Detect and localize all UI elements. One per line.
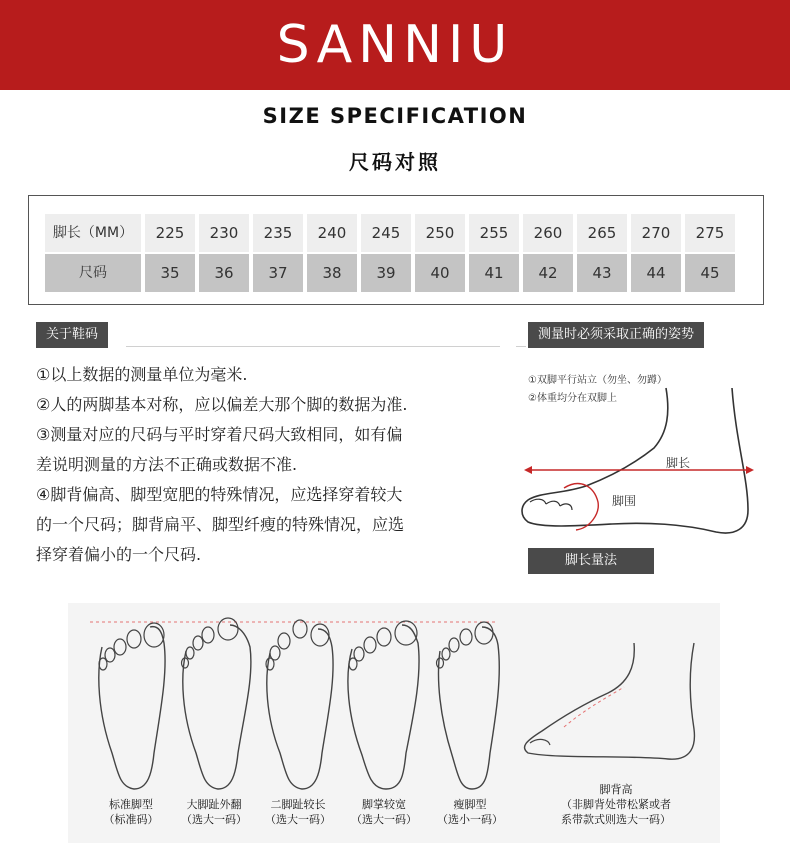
foot-type-advice: （选大一码） [265, 813, 331, 826]
foot-type-wide [344, 797, 424, 827]
length-cell: 250 [415, 214, 465, 252]
note-line: ④脚背偏高、脚型宽肥的特殊情况，应选择穿着较大 [36, 485, 403, 504]
toe-lines [530, 499, 572, 510]
size-notes [36, 360, 466, 570]
foot-type-name: 标准脚型 [109, 798, 153, 811]
foot-standard [99, 623, 165, 789]
foot-type-name: 二脚趾较长 [270, 798, 326, 811]
size-cell: 38 [307, 254, 357, 292]
note-line: ②人的两脚基本对称，应以偏差大那个脚的数据为准. [36, 395, 408, 414]
size-table [28, 195, 764, 305]
foot-slim [437, 622, 500, 789]
posture-note: ①双脚平行站立（勿坐、勿蹲） [528, 375, 667, 386]
title-english: SIZE SPECIFICATION [262, 104, 528, 128]
foot-length-row [45, 214, 747, 252]
foot-type-bunion [174, 797, 254, 827]
foot-type-advice: （选大一码） [181, 813, 247, 826]
foot-high-instep [524, 643, 694, 759]
foot-type-name: 脚掌较宽 [362, 798, 406, 811]
note-line: 差说明测量的方法不正确或数据不准. [36, 455, 298, 474]
size-cell: 41 [469, 254, 519, 292]
size-cell: 39 [361, 254, 411, 292]
arrow-right-icon [746, 466, 754, 474]
length-method-tag: 脚长量法 [528, 548, 654, 574]
foot-type-name: 大脚趾外翻 [186, 798, 242, 811]
length-cell: 245 [361, 214, 411, 252]
foot-bunion [182, 618, 251, 789]
foot-type-long-second-toe [258, 797, 338, 827]
posture-tag: 测量时必须采取正确的姿势 [528, 322, 704, 348]
size-cell: 36 [199, 254, 249, 292]
foot-type-advice: 系带款式则选大一码） [561, 813, 671, 826]
foot-type-name: 脚背高 [599, 783, 633, 796]
foot-type-advice: （标准码） [103, 813, 159, 826]
length-cell: 260 [523, 214, 573, 252]
foot-length-label: 脚长 [666, 456, 691, 470]
foot-type-advice: （选小一码） [437, 813, 503, 826]
posture-note: ②体重均分在双脚上 [528, 393, 617, 404]
foot-type-advice: （选大一码） [351, 813, 417, 826]
brand-name: SANNIU [276, 15, 514, 75]
arrow-left-icon [524, 466, 532, 474]
size-cell: 43 [577, 254, 627, 292]
size-cell: 37 [253, 254, 303, 292]
foot-type-name: 瘦脚型 [453, 798, 487, 811]
length-cell: 240 [307, 214, 357, 252]
foot-type-advice: （非脚背处带松紧或者 [561, 798, 671, 811]
note-line: 的一个尺码；脚背扁平、脚型纤瘦的特殊情况，应选 [36, 515, 405, 534]
shoe-size-row [45, 254, 747, 292]
note-line: 择穿着偏小的一个尺码. [36, 545, 202, 564]
size-cell: 40 [415, 254, 465, 292]
about-divider [126, 346, 500, 347]
measure-divider [516, 346, 526, 347]
length-cell: 235 [253, 214, 303, 252]
length-cell: 275 [685, 214, 735, 252]
size-cell: 42 [523, 254, 573, 292]
foot-long-second-toe [266, 620, 333, 789]
note-line: ③测量对应的尺码与平时穿着尺码大致相同，如有偏 [36, 425, 403, 444]
foot-wide [348, 621, 419, 789]
length-cell: 265 [577, 214, 627, 252]
foot-measure-illustration [516, 382, 780, 552]
size-cell: 44 [631, 254, 681, 292]
foot-type-high-instep [536, 782, 696, 827]
row-label-length: 脚长（MM） [45, 214, 141, 252]
note-line: ①以上数据的测量单位为毫米. [36, 365, 248, 384]
foot-outline [522, 388, 748, 533]
about-sizes-tag: 关于鞋码 [36, 322, 108, 348]
title-chinese: 尺码对照 [349, 150, 441, 174]
foot-girth-label: 脚围 [612, 494, 637, 508]
size-cell: 45 [685, 254, 735, 292]
length-cell: 230 [199, 214, 249, 252]
length-cell: 270 [631, 214, 681, 252]
foot-type-standard [98, 797, 164, 827]
foot-type-slim [430, 797, 510, 827]
row-label-size: 尺码 [45, 254, 141, 292]
size-cell: 35 [145, 254, 195, 292]
length-cell: 255 [469, 214, 519, 252]
length-cell: 225 [145, 214, 195, 252]
